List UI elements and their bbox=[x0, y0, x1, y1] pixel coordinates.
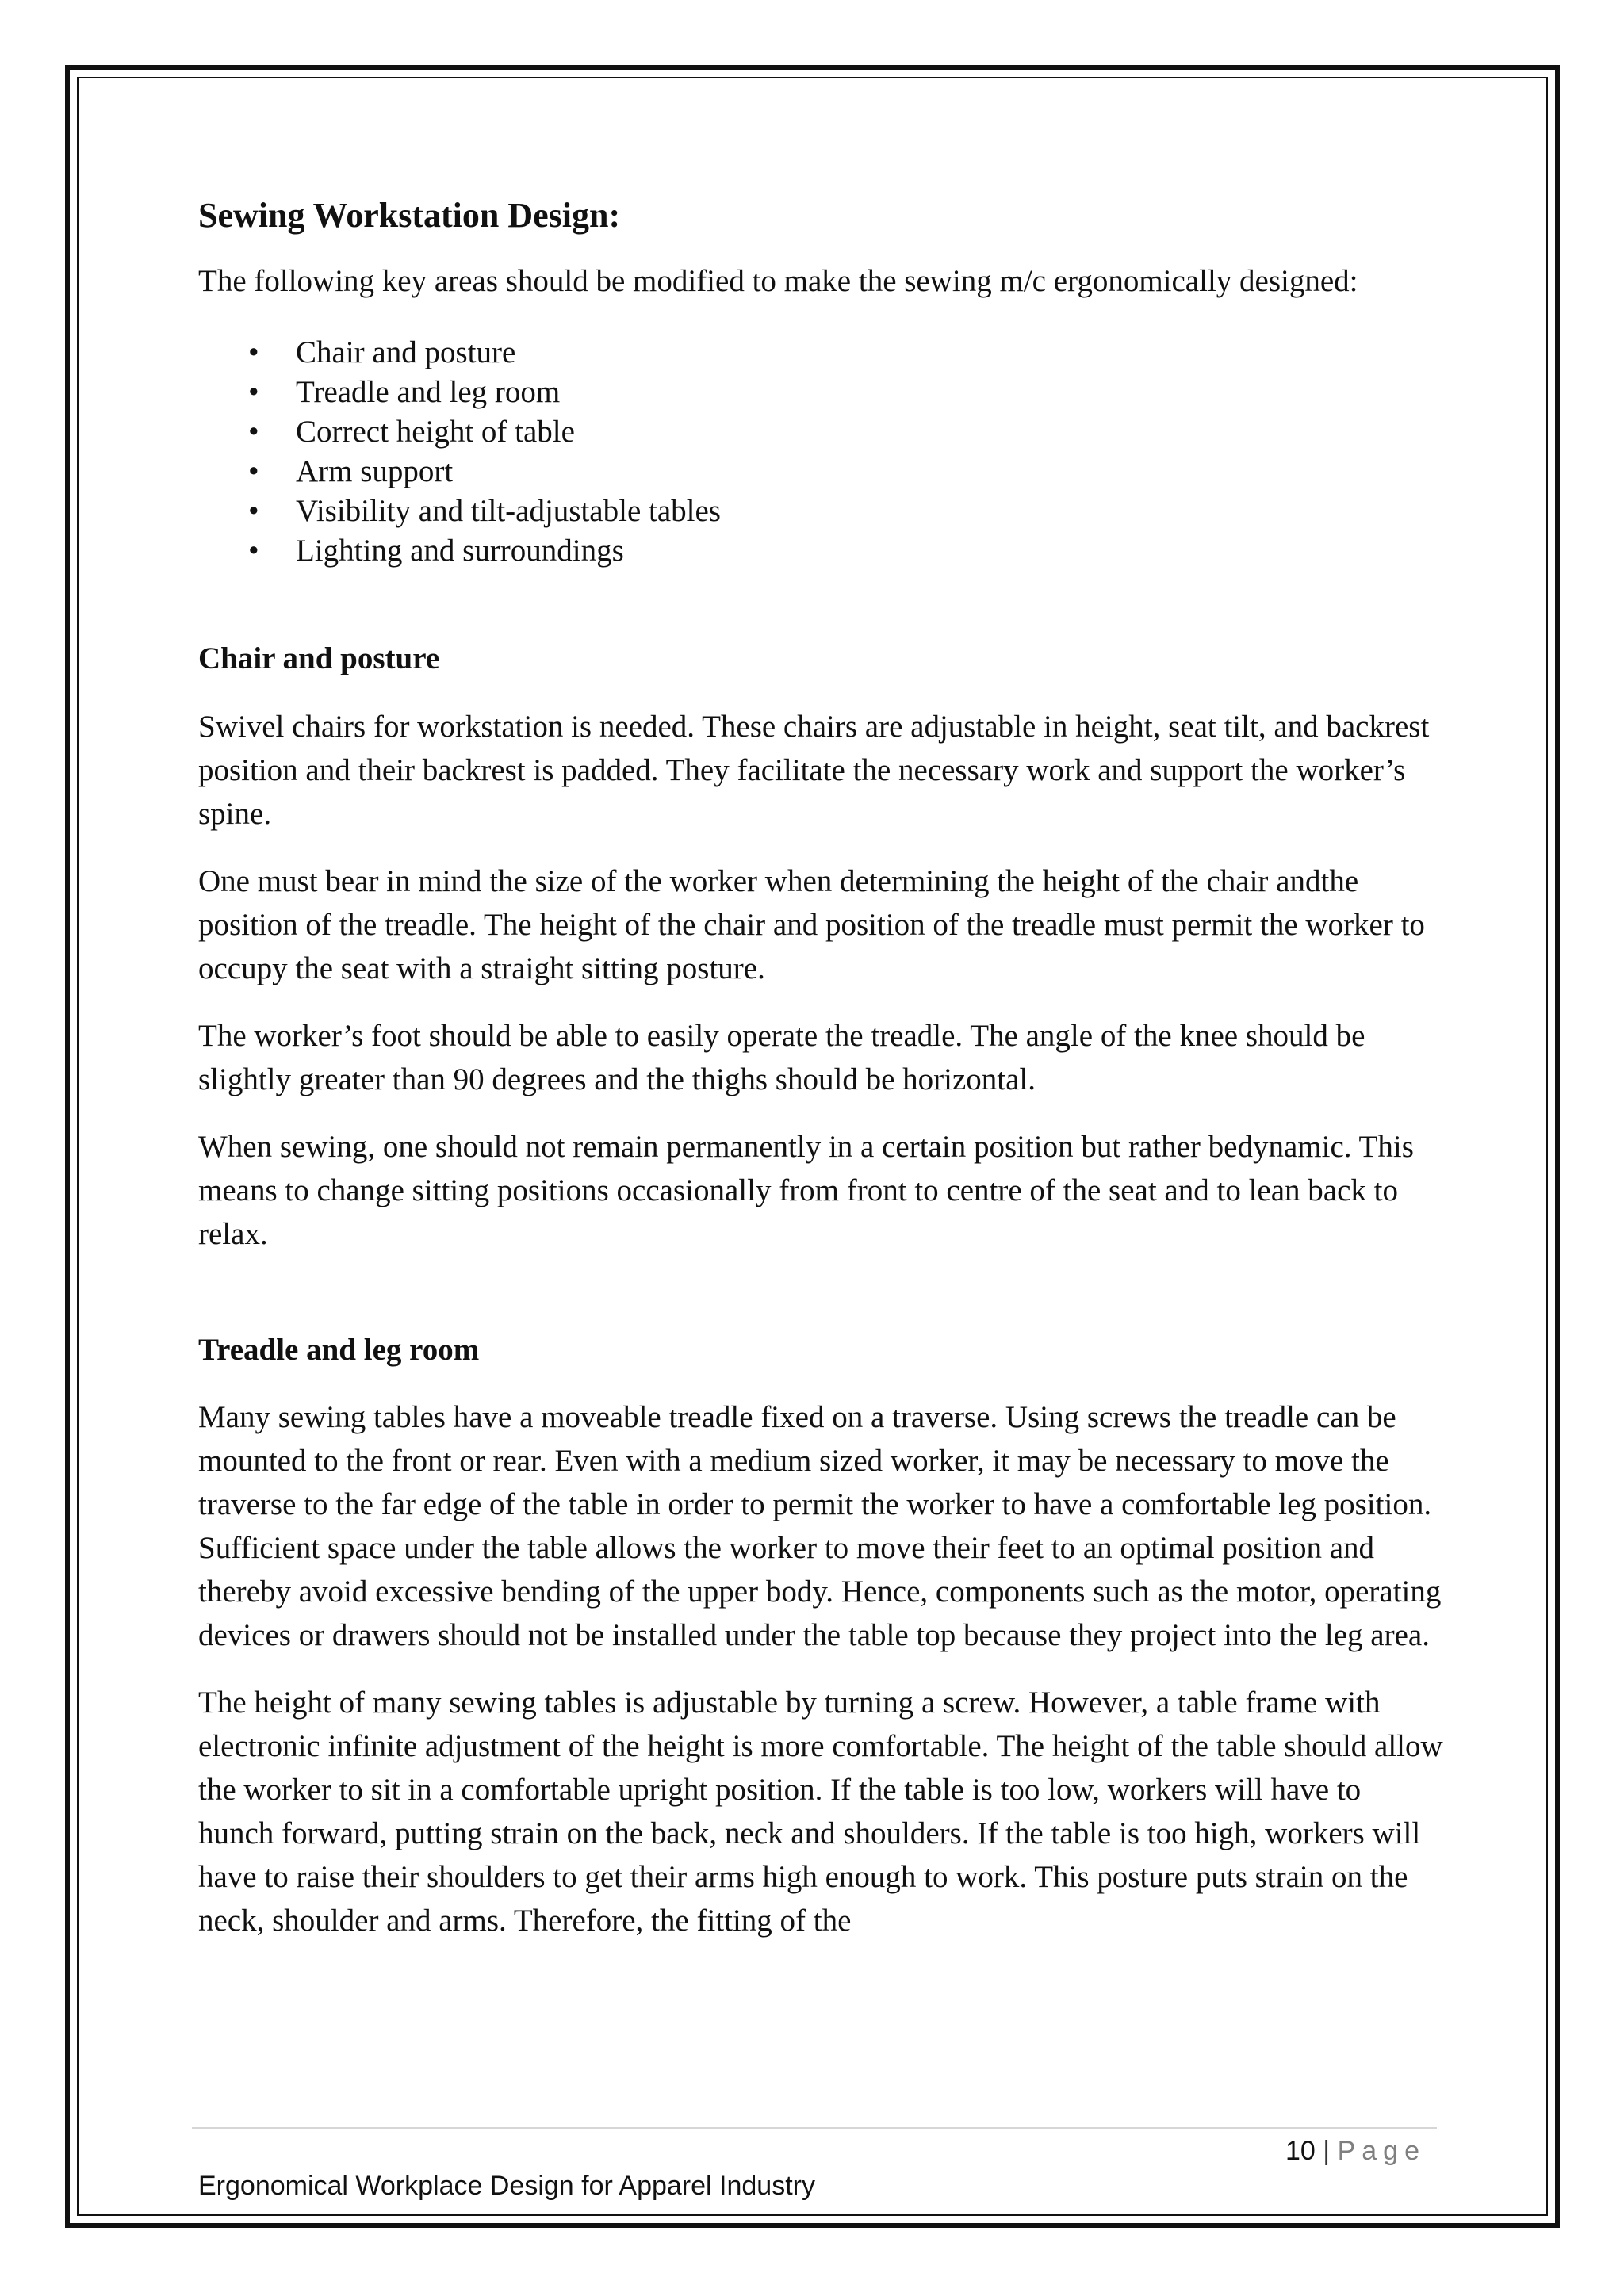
section-heading-treadle: Treadle and leg room bbox=[198, 1332, 480, 1367]
chair-paragraph: Swivel chairs for workstation is needed. These chairs are adjustable in height, seat tilt, and backrest position and their backrest is padded. They facilitate the necessary work and support the worker’s spine. bbox=[198, 709, 1430, 831]
list-item: • Chair and posture bbox=[198, 333, 1443, 373]
intro-paragraph: The following key areas should be modified to make the sewing m/c ergonomically designed: bbox=[198, 263, 1358, 298]
bullet-icon: • bbox=[248, 493, 259, 528]
bullet-icon: • bbox=[248, 414, 259, 449]
page-content bbox=[198, 195, 1443, 1966]
footer-divider bbox=[192, 2127, 1437, 2129]
bullet-icon: • bbox=[248, 453, 259, 488]
section-spacer bbox=[198, 1280, 1443, 1332]
list-item: • Lighting and surroundings bbox=[198, 531, 1443, 571]
page-number-separator: | bbox=[1323, 2136, 1331, 2166]
page-number bbox=[1285, 2136, 1426, 2167]
bullet-icon: • bbox=[248, 533, 259, 568]
bullet-icon: • bbox=[248, 374, 259, 409]
list-item: • Arm support bbox=[198, 452, 1443, 492]
treadle-paragraph: The height of many sewing tables is adjustable by turning a screw. However, a table frame with electronic infinite adjustment of the height is more comfortable. The height of the table should allow the worker to sit in a comfortable upright position. If the table is too low, workers will have to hunch forward, putting strain on the back, neck and shoulders. If the table is too high, workers will have to raise their shoulders to get their arms high enough to work. This posture puts strain on the neck, shoulder and arms. Therefore, the fitting of the bbox=[198, 1686, 1443, 1938]
page-label: Page bbox=[1337, 2136, 1426, 2166]
page-number-value: 10 bbox=[1285, 2136, 1316, 2166]
list-item: • Visibility and tilt-adjustable tables bbox=[198, 492, 1443, 531]
page-title: Sewing Workstation Design: bbox=[198, 196, 621, 235]
list-item: • Correct height of table bbox=[198, 412, 1443, 452]
list-item: • Treadle and leg room bbox=[198, 373, 1443, 412]
chair-paragraph: The worker’s foot should be able to easily operate the treadle. The angle of the knee should be slightly greater than 90 degrees and the thighs should be horizontal. bbox=[198, 1018, 1365, 1096]
section-heading-chair: Chair and posture bbox=[198, 641, 440, 675]
chair-paragraph: When sewing, one should not remain permanently in a certain position but rather bedynamic. This means to change sitting positions occasionally from front to centre of the seat and to lean back to relax. bbox=[198, 1129, 1414, 1251]
chair-paragraph: One must bear in mind the size of the worker when determining the height of the chair andthe position of the treadle. The height of the chair and position of the treadle must permit the worker to occupy the seat with a straight sitting posture. bbox=[198, 863, 1425, 985]
key-areas-list bbox=[198, 333, 1443, 571]
footer-document-title: Ergonomical Workplace Design for Apparel Industry bbox=[198, 2171, 815, 2201]
bullet-icon: • bbox=[248, 335, 259, 369]
treadle-paragraph: Many sewing tables have a moveable treadle fixed on a traverse. Using screws the treadle can be mounted to the front or rear. Even with a medium sized worker, it may be necessary to move the traverse to the far edge of the table in order to permit the worker to have a comfortable leg position. Sufficient space under the table allows the worker to move their feet to an optimal position and thereby avoid excessive bending of the upper body. Hence, components such as the motor, operating devices or drawers should not be installed under the table top because they project into the leg area. bbox=[198, 1400, 1442, 1653]
